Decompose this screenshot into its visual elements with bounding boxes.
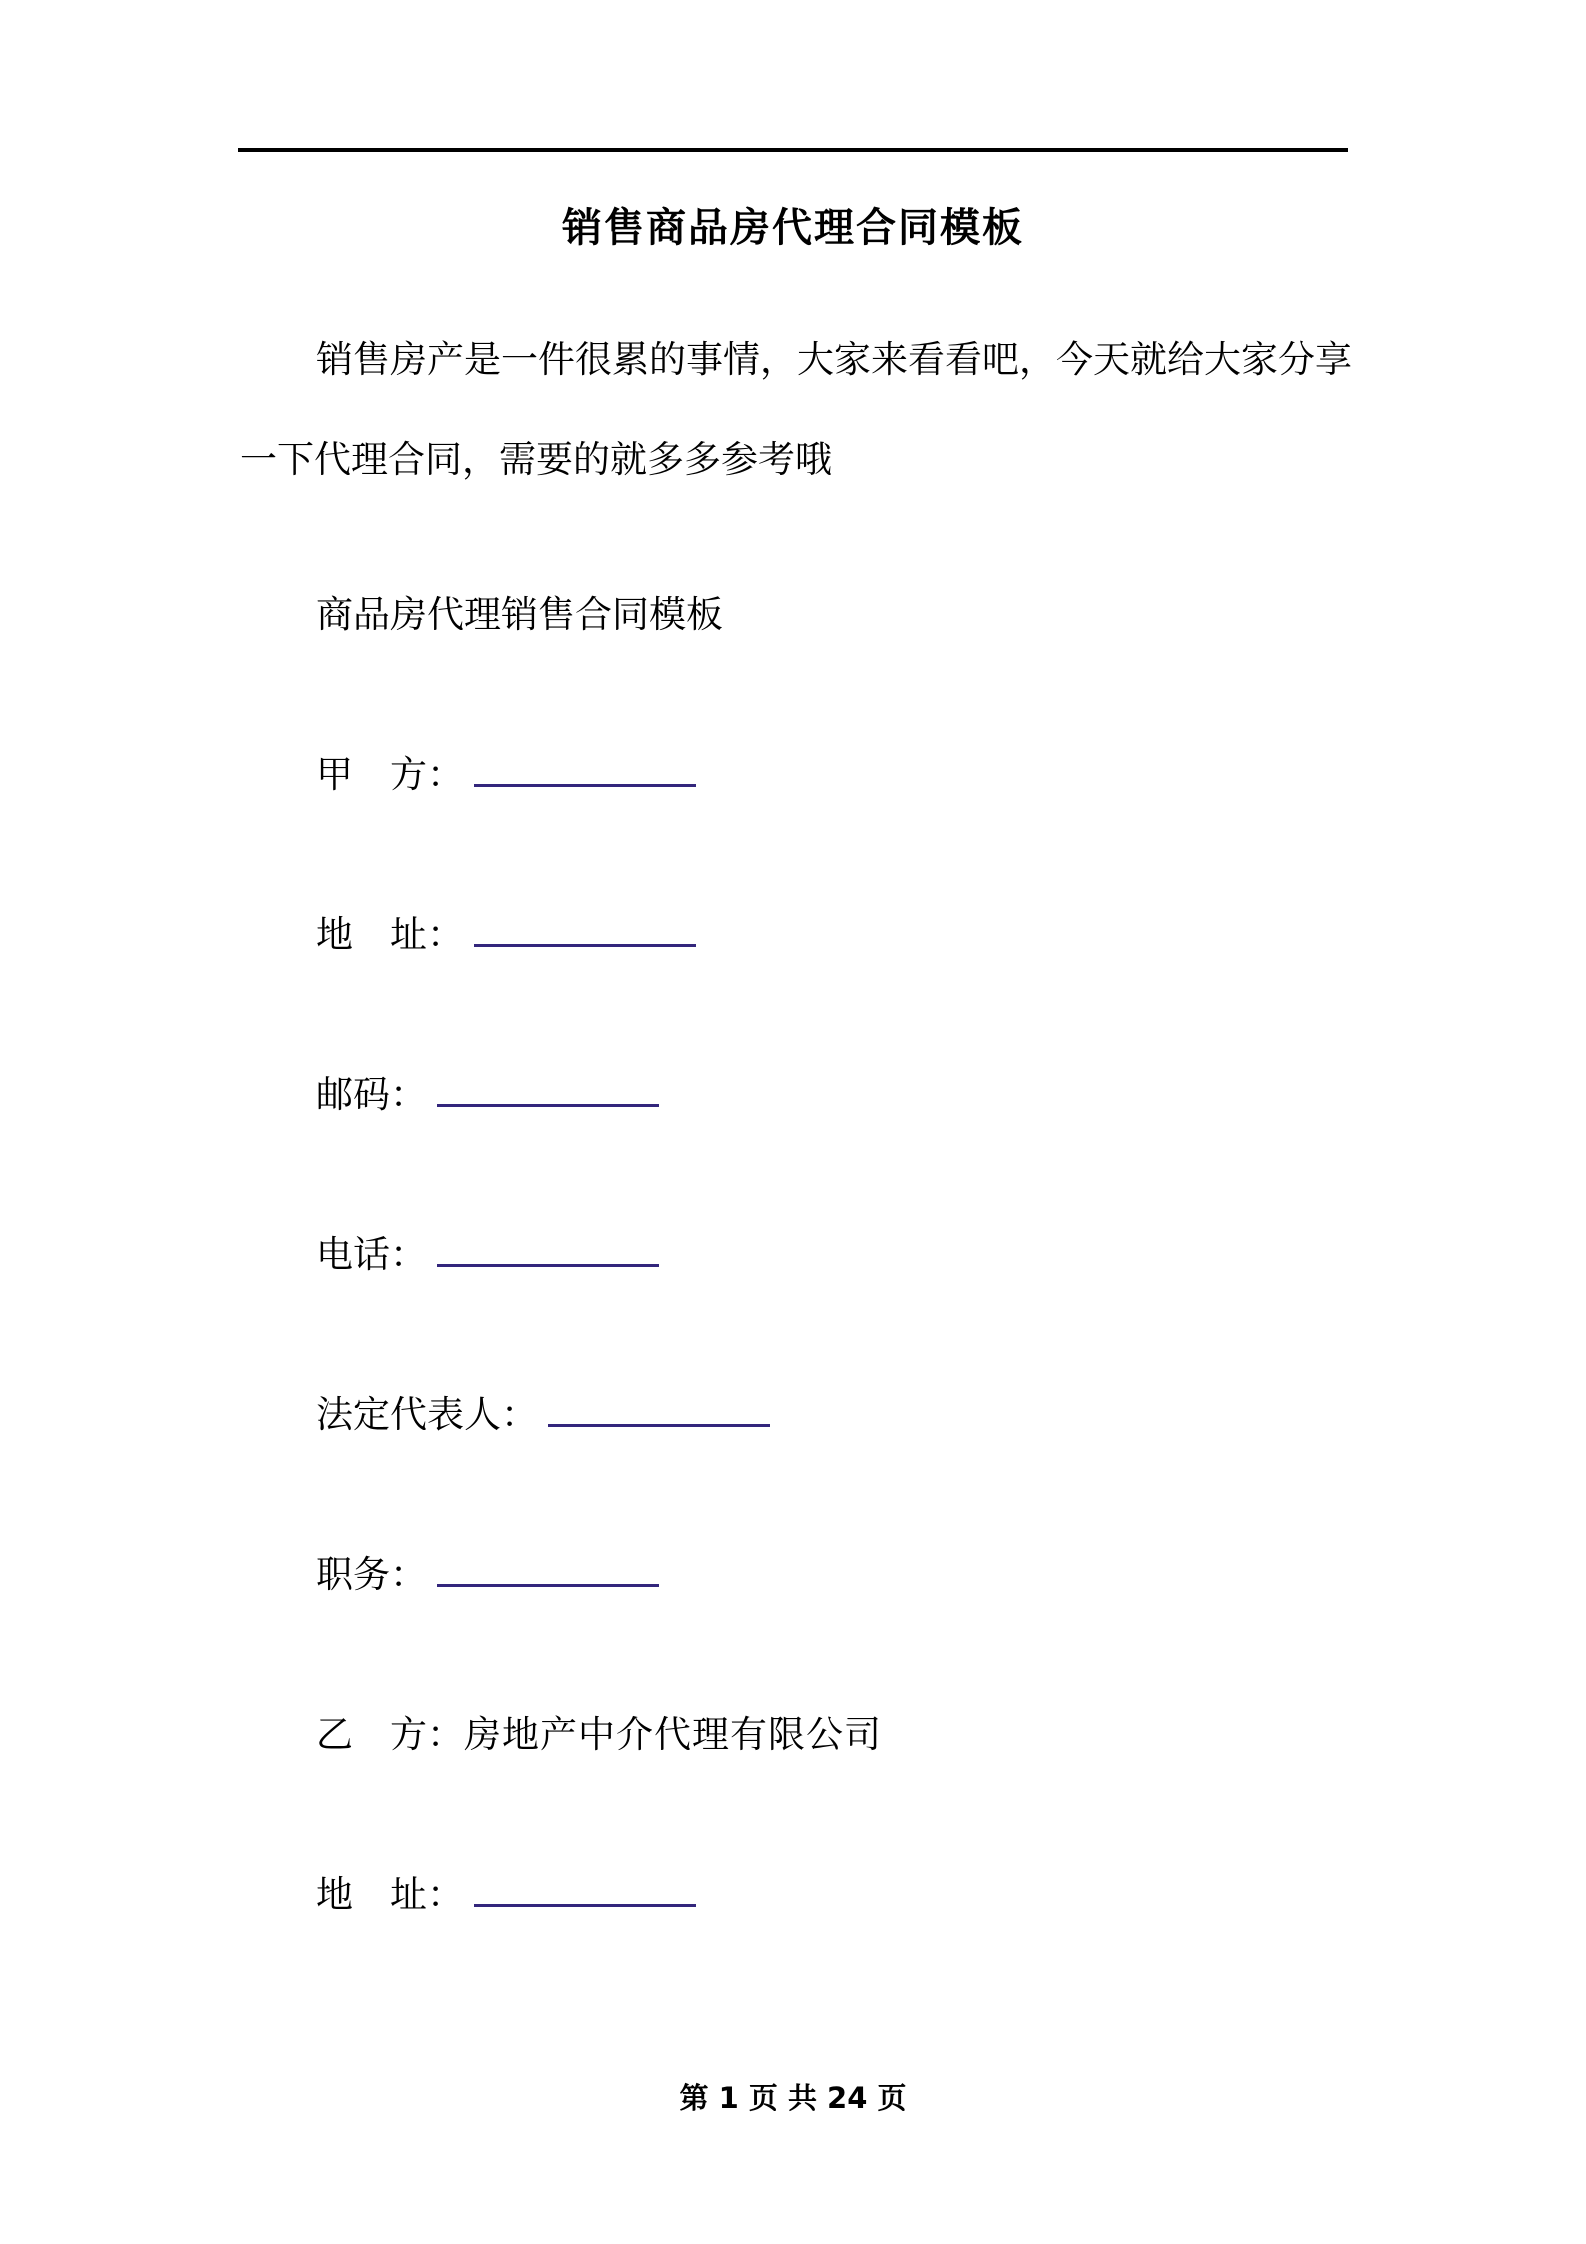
field-row-party-b: [240, 1685, 1356, 1785]
field-label: 法定代表人：: [316, 1393, 538, 1436]
field-label: 职务：: [316, 1553, 427, 1596]
field-label: 邮码：: [316, 1073, 427, 1116]
field-row-address-b: [240, 1845, 1356, 1945]
blank-underline: [474, 904, 696, 947]
contract-subtitle: 商品房代理销售合同模板: [316, 593, 723, 636]
page-number-footer: 第 1 页 共 24 页: [679, 2081, 907, 2115]
field-row-position: [240, 1525, 1356, 1625]
blank-underline: [437, 1544, 659, 1587]
field-label: 甲 方：: [316, 753, 464, 796]
field-row-postcode: [240, 1045, 1356, 1145]
blank-underline: [474, 744, 696, 787]
field-label: 地 址：: [316, 913, 464, 956]
document-title: 销售商品房代理合同模板: [562, 204, 1024, 251]
field-row-party-a: [240, 725, 1356, 825]
blank-underline: [474, 1864, 696, 1907]
intro-paragraph: [240, 310, 1356, 510]
field-label: 电话：: [316, 1233, 427, 1276]
blank-underline: [437, 1064, 659, 1107]
header-rule: [238, 148, 1348, 152]
field-label: 乙 方：: [316, 1713, 464, 1756]
blank-underline: [437, 1224, 659, 1267]
field-label: 地 址：: [316, 1873, 464, 1916]
contract-fields: [240, 725, 1356, 2005]
field-row-address-a: [240, 885, 1356, 985]
intro-line-2: 一下代理合同，需要的就多多参考哦: [240, 438, 832, 481]
field-row-phone: [240, 1205, 1356, 1305]
field-row-legal-representative: [240, 1365, 1356, 1465]
intro-line-1: 销售房产是一件很累的事情，大家来看看吧，今天就给大家分享: [316, 338, 1352, 381]
field-value: 房地产中介代理有限公司: [464, 1713, 882, 1756]
blank-underline: [548, 1384, 770, 1427]
